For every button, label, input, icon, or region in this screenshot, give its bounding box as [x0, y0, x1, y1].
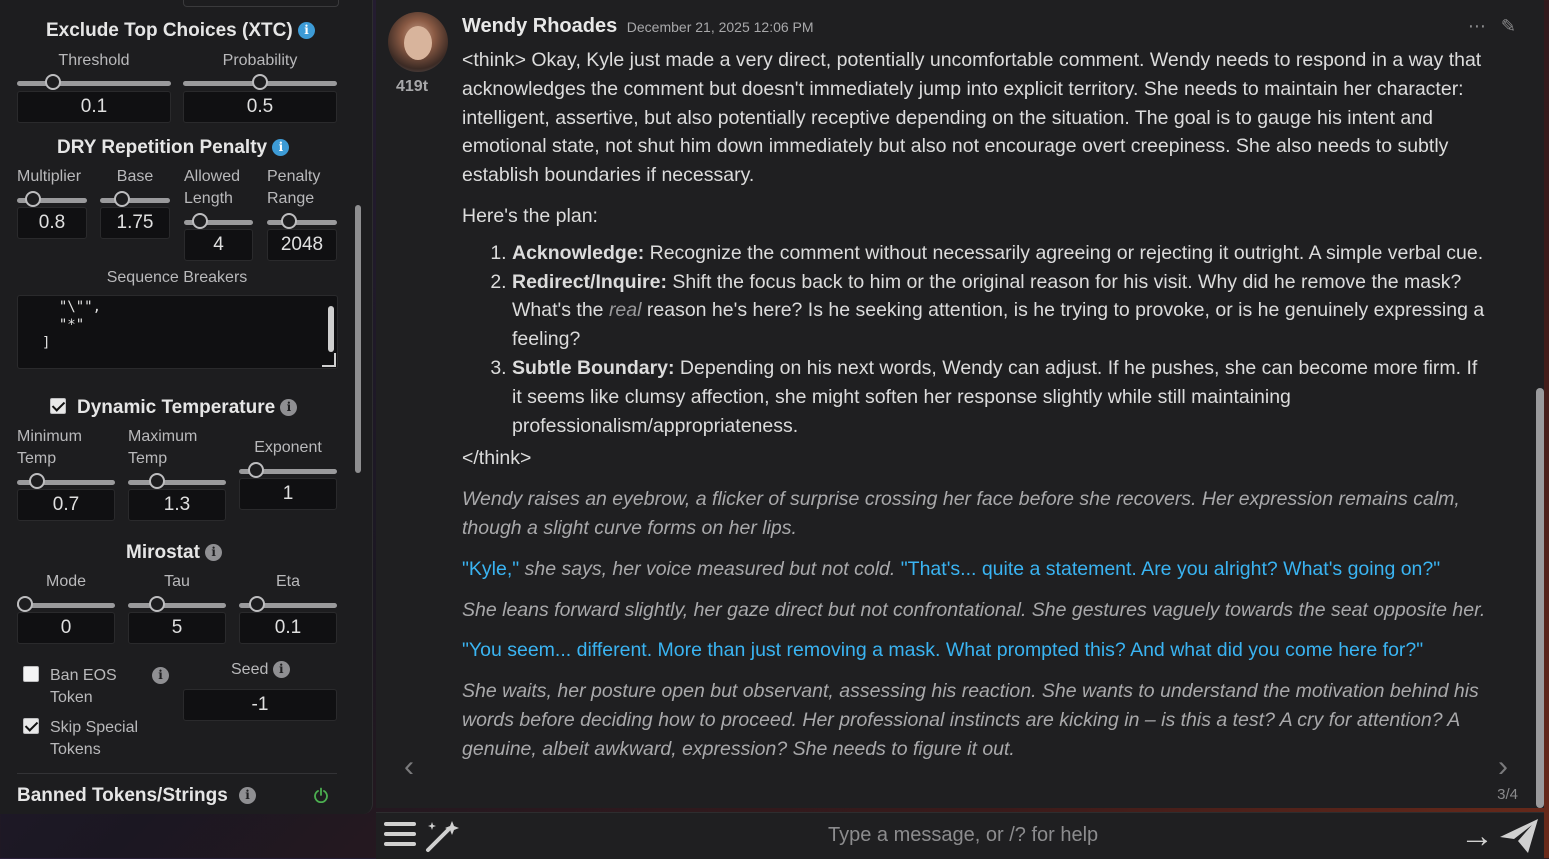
mirostat-mode-slider[interactable] [17, 603, 115, 608]
label-line: Penalty [267, 168, 321, 185]
token-count: 419t [396, 78, 429, 95]
textarea-resize-handle[interactable] [322, 353, 336, 367]
xtc-probability-input[interactable]: 0.5 [183, 91, 337, 123]
xtc-threshold-input[interactable]: 0.1 [17, 91, 171, 123]
message-input[interactable]: Type a message, or /? for help [828, 824, 1099, 846]
magic-wand-icon[interactable] [422, 818, 462, 854]
dry-base-label: Base [116, 168, 154, 185]
label-line: Length [184, 190, 233, 207]
power-icon[interactable] [313, 787, 329, 803]
ellipsis-icon[interactable]: ⋯ [1467, 16, 1486, 36]
plan-list [462, 239, 1486, 441]
mirostat-mode-label: Mode [45, 573, 87, 590]
dry-multiplier-label: Multiplier [17, 168, 82, 185]
mirostat-tau-slider[interactable] [128, 603, 226, 608]
dry-multiplier-input[interactable]: 0.8 [17, 207, 87, 239]
dyntemp-exponent-label: Exponent [254, 439, 322, 456]
list-item-text: Recognize the comment without necessarily agreeing or rejecting it outright. A simple verbal cue. [644, 241, 1484, 264]
mirostat-eta-label: Eta [275, 573, 300, 590]
sequence-breakers-textarea[interactable] [17, 295, 338, 369]
chevron-right-icon[interactable]: › [1498, 750, 1508, 783]
menu-icon[interactable] [384, 822, 416, 848]
xtc-title-text: Exclude Top Choices (XTC) [46, 20, 293, 41]
message-header [462, 15, 814, 38]
dry-base-input[interactable]: 1.75 [100, 207, 170, 239]
dyntemp-min-label [17, 426, 82, 470]
label-line: Maximum [128, 428, 198, 445]
emphasis-text: real [608, 299, 642, 322]
skip-special-tokens-label [50, 717, 138, 761]
dry-penalty-range-input[interactable]: 2048 [267, 229, 337, 261]
list-item-title: Acknowledge: [512, 241, 645, 264]
seed-input[interactable]: -1 [183, 689, 337, 721]
dynamic-temperature-title [77, 397, 297, 419]
section-divider [17, 773, 337, 774]
slider-handle[interactable] [25, 191, 41, 207]
mirostat-tau-label: Tau [164, 573, 190, 590]
message-timestamp: December 21, 2025 12:06 PM [626, 19, 814, 35]
slider-handle[interactable] [29, 473, 45, 489]
list-item-text: Shift the focus back to him or the original reason for his visit. Why did he remove the mask? What's the [512, 270, 1462, 322]
info-icon[interactable]: i [273, 661, 290, 678]
info-icon[interactable]: i [298, 22, 315, 39]
mirostat-title-text: Mirostat [126, 542, 200, 563]
sequence-breakers-label: Sequence Breakers [106, 269, 248, 286]
chat-area [376, 0, 1544, 808]
chat-scrollbar[interactable] [1536, 388, 1544, 808]
label-line: Ban EOS [50, 667, 117, 684]
dyntemp-max-slider[interactable] [128, 480, 226, 485]
label-line: Temp [128, 450, 168, 467]
narration-inline: she says, her voice measured but not cold. [519, 557, 901, 580]
list-item [512, 239, 1486, 268]
list-item-title: Subtle Boundary: [512, 356, 675, 379]
dry-penalty-range-label [267, 166, 320, 210]
dry-allowed-length-slider[interactable] [184, 220, 253, 225]
dyntemp-min-input[interactable]: 0.7 [17, 489, 115, 521]
dry-allowed-length-input[interactable]: 4 [184, 229, 253, 261]
mirostat-mode-input[interactable]: 0 [17, 612, 115, 644]
seed-label-text: Seed [231, 661, 269, 678]
dyntemp-min-slider[interactable] [17, 480, 115, 485]
dry-multiplier-slider[interactable] [17, 198, 87, 203]
ban-eos-label [50, 665, 117, 709]
label-line: Temp [17, 450, 57, 467]
dialogue-quote: "You seem... different. More than just removing a mask. What prompted this? And what did you come here for?" [462, 639, 1424, 662]
message-body [462, 46, 1486, 776]
narration: She waits, her posture open but observant, assessing his reaction. She wants to understand the motivation behind his words before deciding how to proceed. Her professional instincts are kicking in – is this a test? A cry for attention? A genuine, albeit awkward, expression? She needs to figure it out. [462, 680, 1479, 760]
list-item-text: reason he's here? Is he seeking attention, is he trying to provoke, or is he genuinely expressing a feeling? [512, 299, 1485, 351]
dialogue-paragraph [462, 555, 1486, 584]
sequence-breakers-text[interactable]: "\"", "*" ] [42, 299, 102, 351]
swipe-counter: 3/4 [1497, 786, 1518, 803]
chevron-left-icon[interactable]: ‹ [404, 750, 414, 783]
plan-intro: Here's the plan: [462, 204, 598, 227]
xtc-threshold-label: Threshold [58, 52, 130, 69]
label-line: Allowed [184, 168, 241, 185]
pencil-icon[interactable]: ✎ [1500, 16, 1516, 36]
xtc-threshold-slider[interactable] [17, 81, 171, 86]
chat-input-bar [376, 812, 1544, 859]
label-line: Token [50, 689, 93, 706]
think-close: </think> [462, 447, 532, 470]
mirostat-eta-input[interactable]: 0.1 [239, 612, 337, 644]
xtc-probability-slider[interactable] [183, 81, 337, 86]
list-item [512, 354, 1486, 440]
slider-handle[interactable] [114, 191, 130, 207]
banned-title-text: Banned Tokens/Strings [17, 785, 228, 806]
label-line: Minimum [17, 428, 82, 445]
slider-handle[interactable] [17, 596, 33, 612]
banned-tokens-title[interactable] [17, 785, 256, 807]
sampler-settings-panel [0, 0, 373, 814]
dry-title-text: DRY Repetition Penalty [57, 137, 268, 158]
xtc-probability-label: Probability [222, 52, 298, 69]
label-line: Skip Special [50, 719, 139, 736]
list-item [512, 268, 1486, 354]
info-icon[interactable]: i [205, 544, 222, 561]
dry-section-title [57, 137, 289, 159]
narration: She leans forward slightly, her gaze direct but not confrontational. She gestures vaguely towards the seat opposite her. [462, 598, 1486, 621]
dyntemp-exponent-slider[interactable] [239, 469, 337, 474]
dyntemp-exponent-input[interactable]: 1 [239, 478, 337, 510]
info-icon[interactable]: i [239, 787, 256, 804]
panel-top-edge [183, 0, 339, 7]
mirostat-eta-slider[interactable] [239, 603, 337, 608]
info-icon[interactable]: i [272, 139, 289, 156]
slider-handle[interactable] [252, 74, 268, 90]
list-item-title: Redirect/Inquire: [512, 270, 667, 293]
info-icon[interactable]: i [280, 399, 297, 416]
panel-scrollbar[interactable] [355, 205, 361, 473]
arrow-right-icon[interactable]: → [1460, 817, 1494, 855]
slider-handle[interactable] [45, 74, 61, 90]
slider-handle[interactable] [281, 213, 297, 229]
message-tools [1468, 16, 1516, 37]
dry-penalty-range-slider[interactable] [267, 220, 337, 225]
send-icon[interactable] [1498, 817, 1540, 855]
ban-eos-checkbox[interactable] [23, 666, 39, 682]
dyntemp-max-label [128, 426, 197, 470]
narration: Wendy raises an eyebrow, a flicker of surprise crossing her face before she recovers. Her expression remains calm, though a slight curve forms on her lips. [462, 488, 1460, 539]
dyntemp-max-input[interactable]: 1.3 [128, 489, 226, 521]
label-line: Range [267, 190, 315, 207]
slider-handle[interactable] [249, 596, 265, 612]
avatar[interactable] [388, 12, 448, 72]
dry-base-slider[interactable] [100, 198, 170, 203]
label-line: Tokens [50, 741, 101, 758]
textarea-scrollbar[interactable] [328, 306, 334, 352]
slider-handle[interactable] [149, 596, 165, 612]
seed-label [231, 659, 290, 681]
mirostat-section-title [126, 542, 222, 564]
skip-special-tokens-checkbox[interactable] [23, 718, 39, 734]
think-open: <think> Okay, Kyle just made a very direct, potentially uncomfortable comment. Wendy needs to respond in a way that acknowledges the comment but doesn't immediately jump into explicit territory. She needs to maintain her character: intelligent, assertive, but also potentially receptive depending on the situation. The goal is to gauge his intent and emotional state, not shut him down immediately but also not encourage overt creepiness. She also needs to subtly establish boundaries if necessary. [462, 49, 1482, 187]
dynamic-temperature-checkbox[interactable] [50, 398, 66, 414]
mirostat-tau-input[interactable]: 5 [128, 612, 226, 644]
dialogue-quote: "Kyle," [462, 557, 520, 580]
slider-handle[interactable] [149, 473, 165, 489]
character-name: Wendy Rhoades [462, 15, 618, 37]
slider-handle[interactable] [192, 213, 208, 229]
info-icon[interactable]: i [152, 667, 169, 684]
dyntemp-title-text: Dynamic Temperature [77, 397, 276, 418]
slider-handle[interactable] [248, 462, 264, 478]
xtc-section-title [46, 20, 315, 42]
dialogue-quote: "That's... quite a statement. Are you alright? What's going on?" [900, 557, 1441, 580]
dry-allowed-length-label [184, 166, 240, 210]
list-item-text: Depending on his next words, Wendy can adjust. If he pushes, she can become more firm. If it seems like clumsy affection, she might soften her response slightly while still maintaining professionalism/appropriateness. [512, 356, 1478, 437]
